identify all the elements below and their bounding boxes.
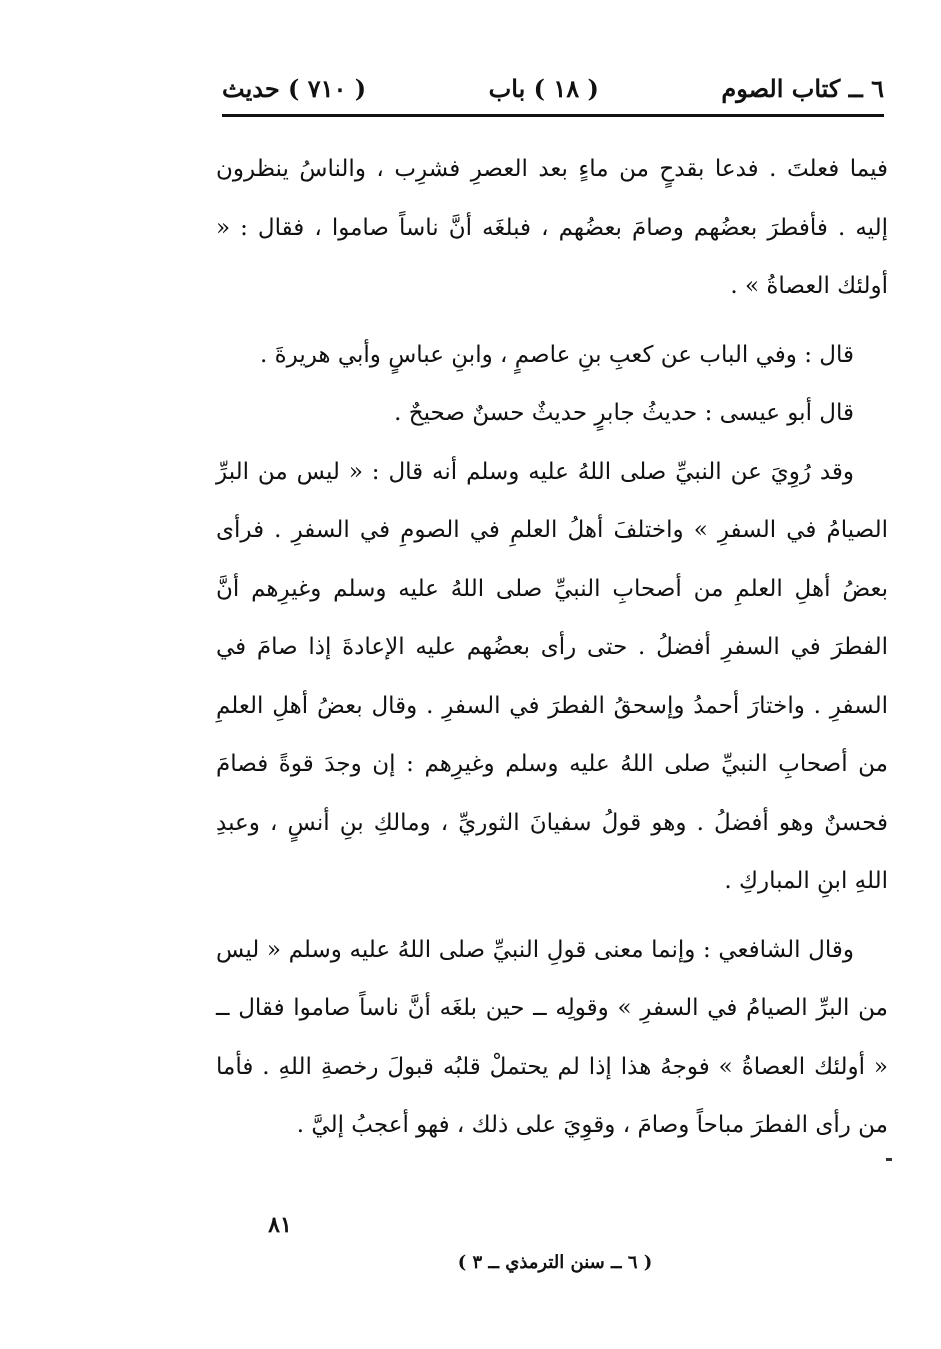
- paragraph-shafii-explanation: وقال الشافعي : وإنما معنى قولِ النبيِّ صلى اللهُ عليه وسلم « ليس من البرِّ الصيامُ في السفرِ » وقولِه ــ حين بلغَه أنَّ ناساً صاموا فقال ــ « أولئك العصاةُ » فوجهُ هذا إذا لم يحتملْ قلبُه قبولَ رخصةِ اللهِ . فأما من رأى الفطرَ مباحاً وصامَ ، وقوِيَ على ذلك ، فهو أعجبُ إليَّ .: [216, 936, 888, 1138]
- paragraph-hadith-ending: فيما فعلتَ . فدعا بقدحٍ من ماءٍ بعد العصرِ فشرِب ، والناسُ ينظرون إليه . فأفطرَ بعضُهم وصامَ بعضُهم ، فبلغَه أنَّ ناساً صاموا ، فقال : « أولئك العصاةُ » .: [216, 156, 888, 299]
- header-book-title: ٦ ــ كتاب الصوم: [721, 73, 884, 103]
- body-text: [216, 140, 888, 1155]
- paragraph-chapter-references: قال : وفي الباب عن كعبِ بنِ عاصمٍ ، وابنِ عباسٍ وأبي هريرةَ .: [259, 341, 854, 368]
- running-header: [222, 68, 884, 108]
- header-hadith-number: ( ٧١٠ ) حديث: [222, 73, 367, 103]
- footer-signature: ( ٦ ــ سنن الترمذي ــ ٣ ): [457, 1252, 653, 1273]
- print-speck: [886, 1158, 892, 1161]
- page-number: ٨١: [268, 1212, 292, 1238]
- paragraph-scholars-opinions: وقد رُوِيَ عن النبيِّ صلى اللهُ عليه وسلم أنه قال : « ليس من البرِّ الصيامُ في السفرِ » واختلفَ أهلُ العلمِ في الصومِ في السفرِ . فرأى بعضُ أهلِ العلمِ من أصحابِ النبيِّ صلى اللهُ عليه وسلم وغيرِهم أنَّ الفطرَ في السفرِ أفضلُ . حتى رأى بعضُهم عليه الإعادةَ إذا صامَ في السفرِ . واختارَ أحمدُ وإسحقُ الفطرَ في السفرِ . وقال بعضُ أهلِ العلمِ من أصحابِ النبيِّ صلى اللهُ عليه وسلم وغيرِهم : إن وجدَ قوةً فصامَ فحسنٌ وهو أفضلُ . وهو قولُ سفيانَ الثوريِّ ، ومالكِ بنِ أنسٍ ، وعبدِ اللهِ ابنِ المباركِ .: [216, 458, 888, 894]
- paragraph-grading: قال أبو عيسى : حديثُ جابرٍ حديثٌ حسنٌ صحيحٌ .: [394, 400, 854, 426]
- header-rule: [222, 114, 884, 117]
- header-chapter: ( ١٨ ) باب: [488, 73, 599, 103]
